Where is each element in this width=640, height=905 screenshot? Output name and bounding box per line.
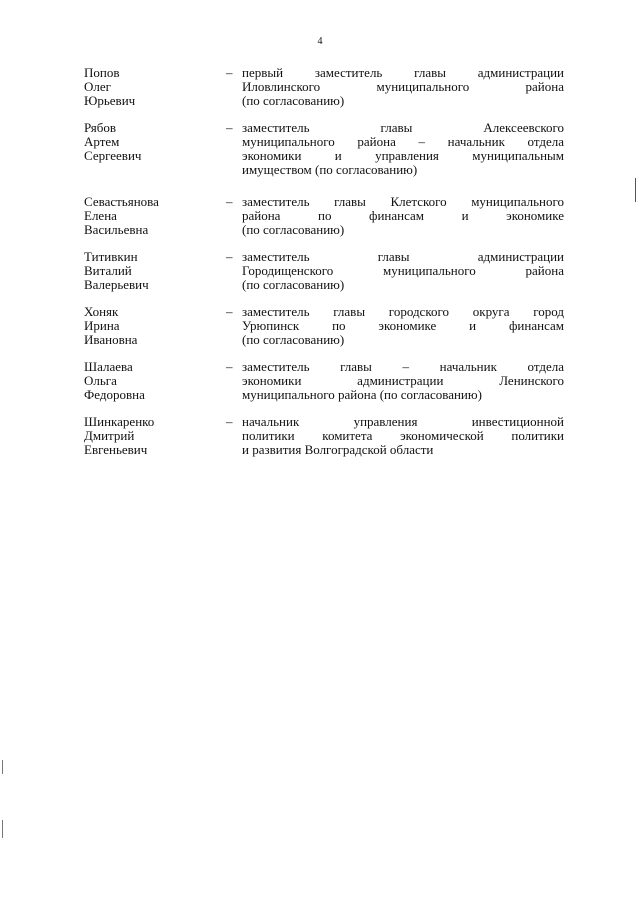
- position-line: Урюпинск по экономике и финансам: [242, 318, 564, 333]
- patronymic: Сергеевич: [84, 148, 142, 163]
- first-name: Ольга: [84, 373, 117, 388]
- first-name: Дмитрий: [84, 428, 135, 443]
- page-number: 4: [317, 36, 323, 47]
- position-text: [242, 121, 564, 177]
- person-name: [84, 360, 224, 402]
- surname: Шалаева: [84, 359, 133, 374]
- first-name: Олег: [84, 79, 111, 94]
- position-line: Иловлинского муниципального района: [242, 79, 564, 94]
- surname: Шинкаренко: [84, 414, 155, 429]
- list-item: [84, 360, 564, 402]
- list-item: [84, 121, 564, 177]
- patronymic: Евгеньевич: [84, 442, 148, 457]
- position-line: муниципального района (по согласованию): [242, 387, 482, 402]
- first-name: Артем: [84, 134, 120, 149]
- position-text: [242, 195, 564, 237]
- position-line: имуществом (по согласованию): [242, 162, 418, 177]
- dash-separator: –: [226, 249, 233, 264]
- list-item: [84, 415, 564, 457]
- position-line: (по согласованию): [242, 277, 345, 292]
- dash-separator: –: [226, 65, 233, 80]
- surname: Титивкин: [84, 249, 138, 264]
- position-line: первый заместитель главы администрации: [242, 65, 564, 80]
- person-name: [84, 250, 224, 292]
- person-name: [84, 121, 224, 163]
- scan-edge-mark: [635, 178, 636, 202]
- position-line: муниципального района – начальник отдела: [242, 134, 564, 149]
- position-line: начальник управления инвестиционной: [242, 414, 564, 429]
- list-item: [84, 195, 564, 237]
- person-name: [84, 415, 224, 457]
- list-item: [84, 66, 564, 108]
- position-line: экономики администрации Ленинского: [242, 373, 564, 388]
- patronymic: Ивановна: [84, 332, 138, 347]
- first-name: Елена: [84, 208, 117, 223]
- first-name: Виталий: [84, 263, 132, 278]
- position-text: [242, 66, 564, 108]
- position-line: заместитель главы городского округа город: [242, 304, 564, 319]
- first-name: Ирина: [84, 318, 120, 333]
- list-item: [84, 305, 564, 347]
- position-text: [242, 305, 564, 347]
- surname: Севастьянова: [84, 194, 159, 209]
- position-line: экономики и управления муниципальным: [242, 148, 564, 163]
- patronymic: Валерьевич: [84, 277, 149, 292]
- surname: Рябов: [84, 120, 116, 135]
- position-line: заместитель главы Алексеевского: [242, 120, 564, 135]
- dash-separator: –: [226, 414, 233, 429]
- position-line: Городищенского муниципального района: [242, 263, 564, 278]
- dash-separator: –: [226, 304, 233, 319]
- dash-separator: –: [226, 194, 233, 209]
- surname: Попов: [84, 65, 120, 80]
- position-line: заместитель главы Клетского муниципального: [242, 194, 564, 209]
- position-text: [242, 415, 564, 457]
- position-line: заместитель главы администрации: [242, 249, 564, 264]
- position-line: (по согласованию): [242, 222, 345, 237]
- position-line: района по финансам и экономике: [242, 208, 564, 223]
- position-text: [242, 360, 564, 402]
- person-name: [84, 195, 224, 237]
- position-line: (по согласованию): [242, 332, 345, 347]
- position-line: и развития Волгоградской области: [242, 442, 434, 457]
- dash-separator: –: [226, 120, 233, 135]
- person-name: [84, 66, 224, 108]
- position-line: заместитель главы – начальник отдела: [242, 359, 564, 374]
- surname: Хоняк: [84, 304, 119, 319]
- patronymic: Юрьевич: [84, 93, 136, 108]
- scan-edge-mark: [2, 760, 3, 774]
- member-list: [84, 66, 564, 470]
- position-text: [242, 250, 564, 292]
- scan-edge-mark: [2, 820, 3, 838]
- list-item: [84, 250, 564, 292]
- patronymic: Федоровна: [84, 387, 145, 402]
- patronymic: Васильевна: [84, 222, 149, 237]
- dash-separator: –: [226, 359, 233, 374]
- position-line: (по согласованию): [242, 93, 345, 108]
- position-line: политики комитета экономической политики: [242, 428, 564, 443]
- person-name: [84, 305, 224, 347]
